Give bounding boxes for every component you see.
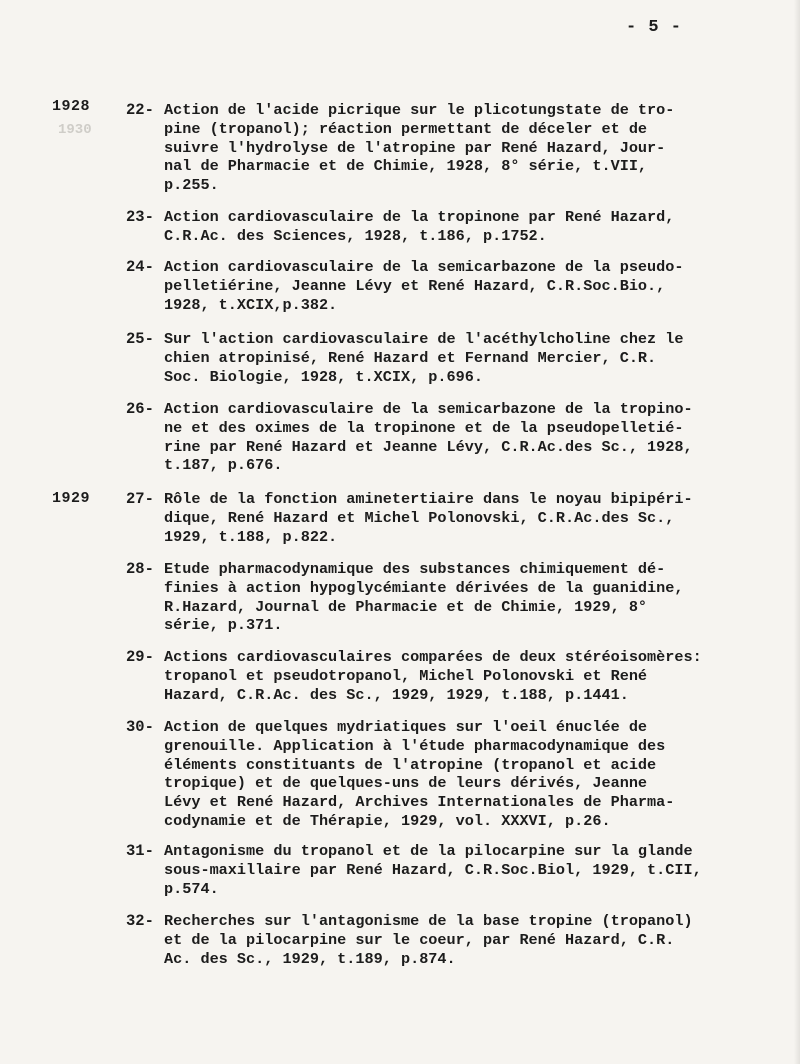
year-heading-1929: 1929 — [52, 490, 91, 507]
entry-line: nal de Pharmacie et de Chimie, 1928, 8° série, t.VII, — [164, 157, 648, 176]
entry-text — [164, 560, 800, 635]
entry-number: 24- — [126, 258, 154, 276]
entry-number: 23- — [126, 208, 154, 226]
entry-text — [164, 648, 800, 704]
entry-line: tropique) et de quelques-uns de leurs dérivés, Jeanne — [164, 774, 648, 793]
entry-line: codynamie et de Thérapie, 1929, vol. XXXVI, p.26. — [164, 811, 611, 830]
entry-line: p.574. — [164, 879, 219, 898]
entry-line: 1928, t.XCIX,p.382. — [164, 295, 338, 314]
entry-line: Soc. Biologie, 1928, t.XCIX, p.696. — [164, 367, 483, 386]
entry-line: et de la pilocarpine sur le coeur, par René Hazard, C.R. — [164, 930, 675, 949]
ghost-year-bleedthrough: 1930 — [58, 122, 92, 138]
entry-line: grenouille. Application à l'étude pharmacodynamique des — [164, 736, 666, 755]
entry-text — [164, 208, 800, 246]
entry-number: 26- — [126, 400, 154, 418]
entry-line: suivre l'hydrolyse de l'atropine par René Hazard, Jour- — [164, 138, 666, 157]
entry-text — [164, 330, 800, 386]
entry-line: Hazard, C.R.Ac. des Sc., 1929, 1929, t.188, p.1441. — [164, 685, 629, 704]
entry-line: Etude pharmacodynamique des substances chimiquement dé- — [164, 560, 666, 578]
entry-line: 1929, t.188, p.822. — [164, 527, 338, 546]
entry-number: 30- — [126, 718, 154, 736]
entry-number: 32- — [126, 912, 154, 930]
entry-number: 28- — [126, 560, 154, 578]
entry-text — [164, 718, 800, 831]
entry-line: Action cardiovasculaire de la semicarbazone de la pseudo- — [164, 258, 684, 276]
entry-line: rine par René Hazard et Jeanne Lévy, C.R.Ac.des Sc., 1928, — [164, 437, 693, 456]
entry-text — [164, 842, 800, 898]
entry-text — [164, 400, 800, 475]
entry-line: C.R.Ac. des Sciences, 1928, t.186, p.1752. — [164, 226, 547, 245]
entry-number: 22- — [126, 101, 154, 119]
entry-text — [164, 258, 800, 314]
entry-line: tropanol et pseudotropanol, Michel Polonovski et René — [164, 666, 648, 685]
entry-line: t.187, p.676. — [164, 456, 283, 475]
page-number: - 5 - — [626, 18, 683, 37]
entry-line: Lévy et René Hazard, Archives Internationales de Pharma- — [164, 793, 675, 812]
entry-line: Sur l'action cardiovasculaire de l'acéthylcholine chez le — [164, 330, 684, 348]
entry-line: série, p.371. — [164, 616, 283, 635]
entry-text — [164, 912, 800, 968]
entry-line: p.255. — [164, 176, 219, 195]
entry-line: Ac. des Sc., 1929, t.189, p.874. — [164, 949, 456, 968]
entry-line: pelletiérine, Jeanne Lévy et René Hazard, C.R.Soc.Bio., — [164, 276, 666, 295]
entry-line: Action cardiovasculaire de la semicarbazone de la tropino- — [164, 400, 693, 418]
entry-line: R.Hazard, Journal de Pharmacie et de Chimie, 1929, 8° — [164, 597, 648, 616]
entry-line: dique, René Hazard et Michel Polonovski, C.R.Ac.des Sc., — [164, 508, 675, 527]
entry-number: 29- — [126, 648, 154, 666]
year-heading-1928: 1928 — [52, 98, 91, 115]
entry-number: 25- — [126, 330, 154, 348]
page-edge-shadow — [794, 0, 800, 1064]
entry-number: 31- — [126, 842, 154, 860]
entry-line: Rôle de la fonction aminetertiaire dans le noyau bipipéri- — [164, 490, 693, 508]
entry-line: sous-maxillaire par René Hazard, C.R.Soc.Biol, 1929, t.CII, — [164, 860, 702, 879]
entry-number: 27- — [126, 490, 154, 508]
entry-line: Action de quelques mydriatiques sur l'oeil énuclée de — [164, 718, 648, 736]
entry-line: ne et des oximes de la tropinone et de la pseudopelletié- — [164, 418, 684, 437]
entry-line: éléments constituants de l'atropine (tropanol et acide — [164, 755, 657, 774]
entry-line: pine (tropanol); réaction permettant de déceler et de — [164, 119, 648, 138]
entry-line: Antagonisme du tropanol et de la pilocarpine sur la glande — [164, 842, 693, 860]
entry-line: Action cardiovasculaire de la tropinone par René Hazard, — [164, 208, 675, 226]
entry-line: Recherches sur l'antagonisme de la base tropine (tropanol) — [164, 912, 693, 930]
entry-line: chien atropinisé, René Hazard et Fernand Mercier, C.R. — [164, 348, 657, 367]
entry-text — [164, 101, 800, 195]
entry-line: finies à action hypoglycémiante dérivées de la guanidine, — [164, 578, 684, 597]
entry-text — [164, 490, 800, 546]
entry-line: Actions cardiovasculaires comparées de deux stéréoisomères: — [164, 648, 702, 666]
entry-line: Action de l'acide picrique sur le plicotungstate de tro- — [164, 101, 675, 119]
